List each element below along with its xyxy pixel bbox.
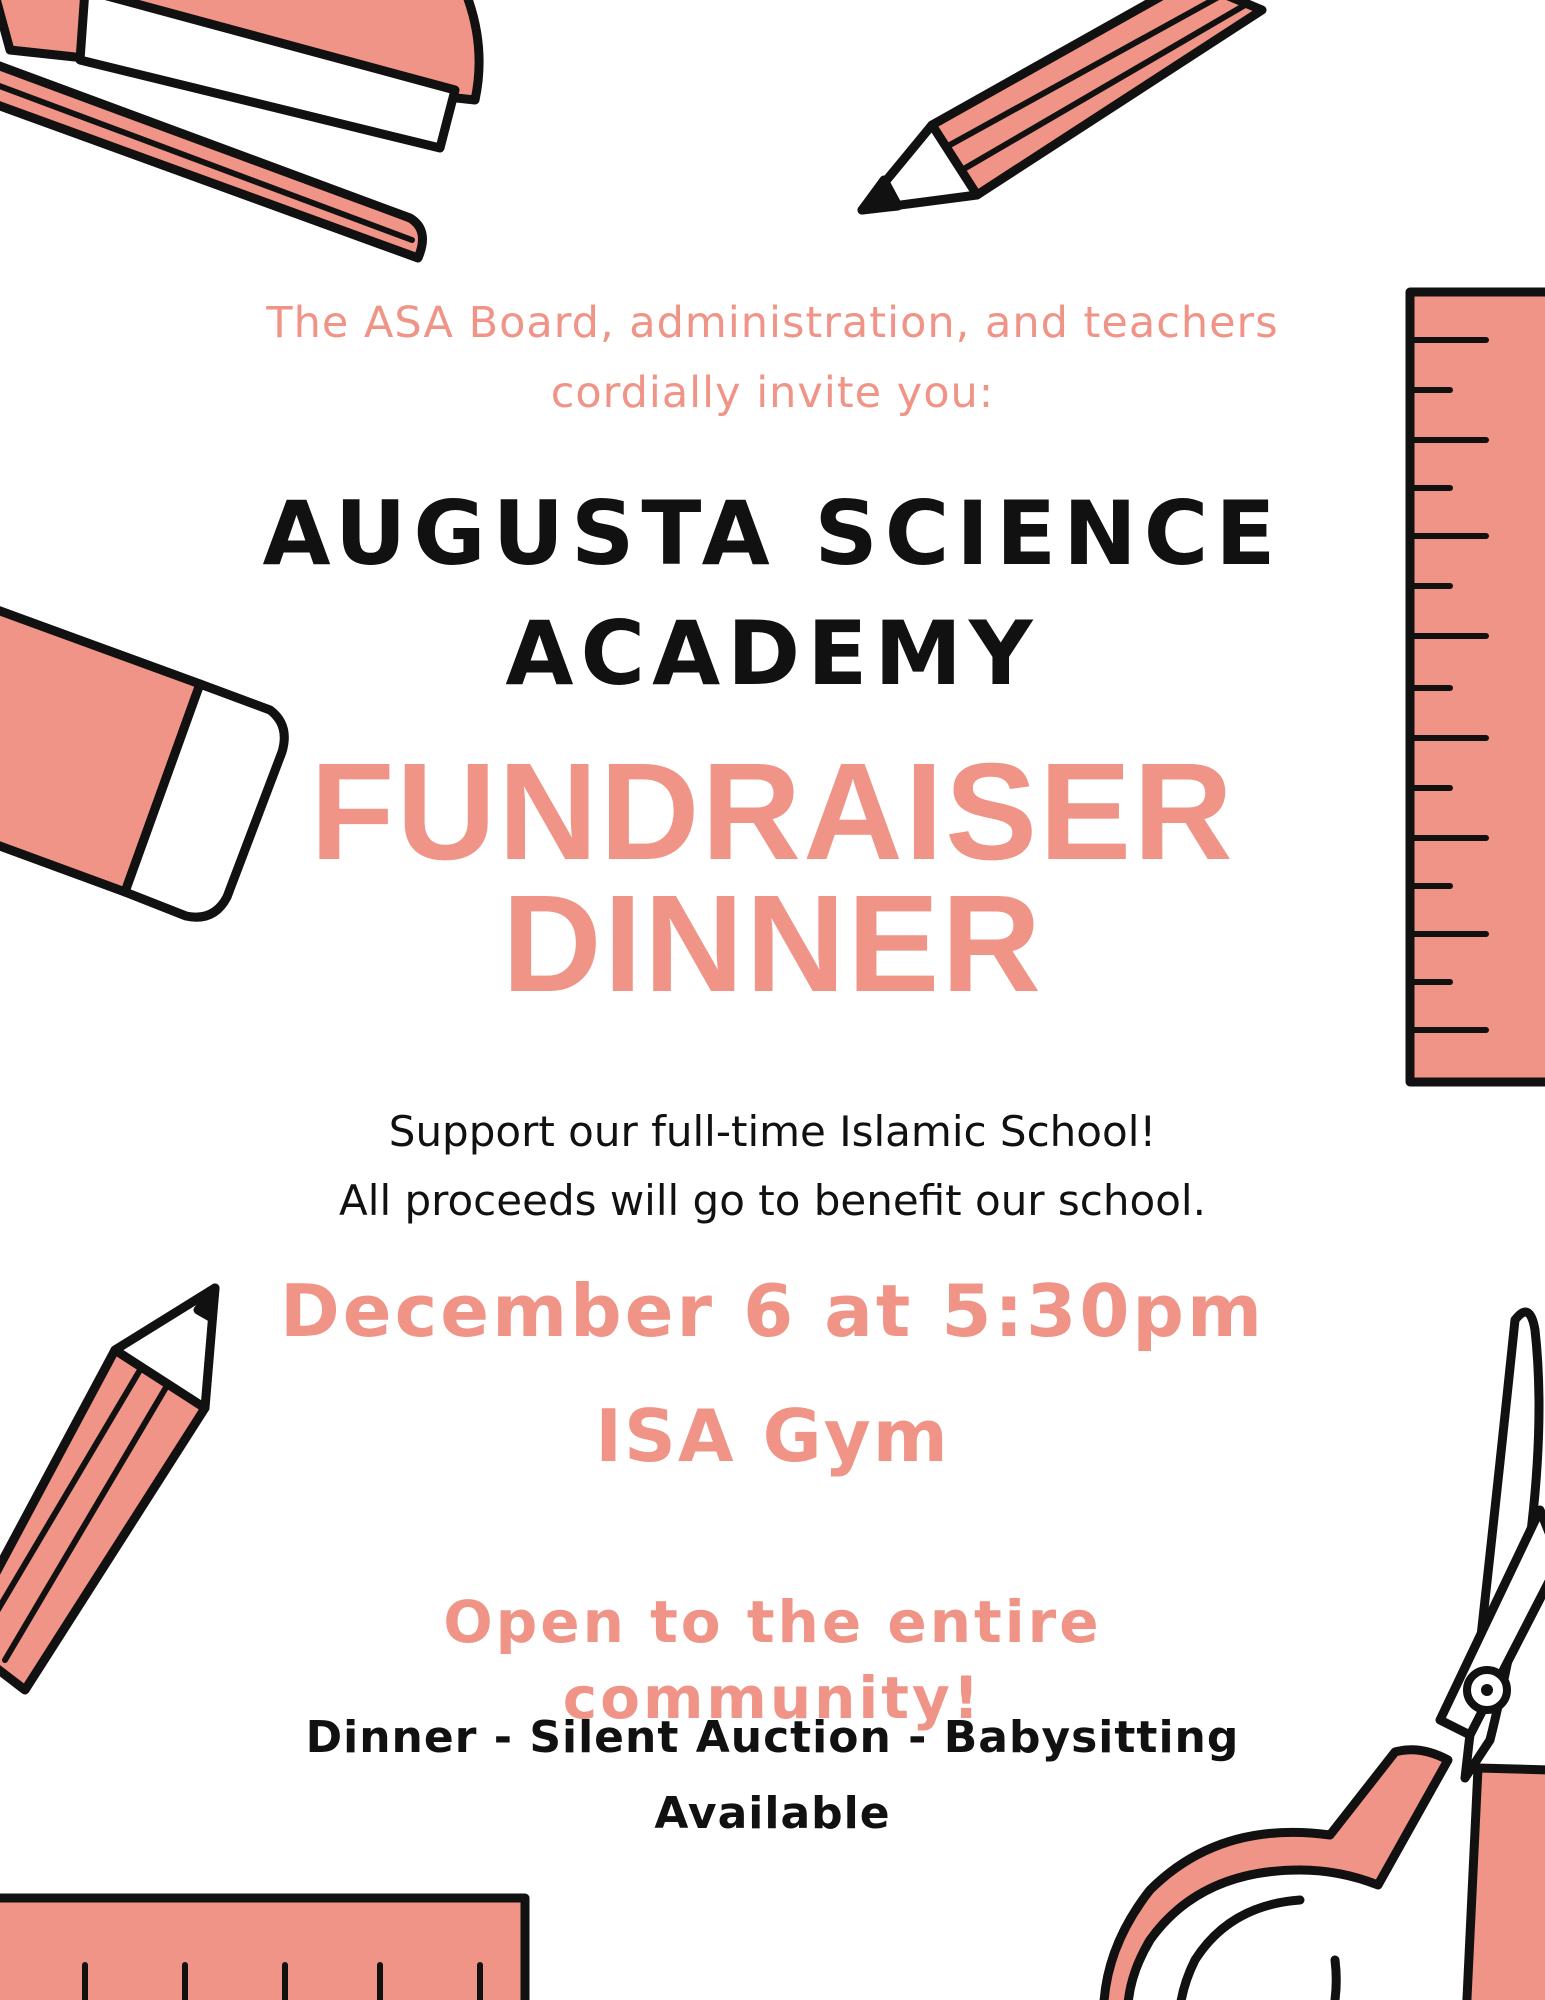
event-features: Dinner - Silent Auction - Babysitting Available xyxy=(305,1712,1240,1839)
support-line: Support our full-time Islamic School! xyxy=(388,1107,1157,1156)
stapler-icon xyxy=(0,0,479,258)
event-date-time: December 6 at 5:30pm xyxy=(280,1269,1265,1353)
support-message xyxy=(230,1097,1315,1235)
school-name: AUGUSTA SCIENCE ACADEMY xyxy=(262,482,1283,705)
event-title: FUNDRAISER DINNER xyxy=(310,735,1235,1021)
ruler-icon xyxy=(1410,292,1545,1082)
pencil-icon xyxy=(862,0,1262,210)
invitation-text: The ASA Board, administration, and teachers cordially invite you: xyxy=(266,298,1279,418)
pencil-icon xyxy=(0,1288,215,1690)
event-venue: ISA Gym xyxy=(595,1394,950,1478)
ruler-icon xyxy=(0,1898,525,2000)
support-line: All proceeds will go to benefit our school. xyxy=(339,1176,1206,1225)
open-to-community: Open to the entire community! xyxy=(443,1588,1102,1732)
